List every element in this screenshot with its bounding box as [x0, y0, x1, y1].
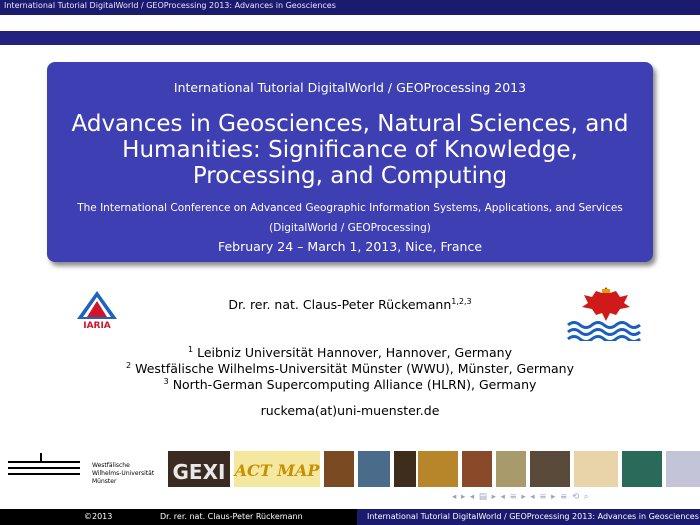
- title-line-2: Humanities: Significance of Knowledge,: [122, 137, 578, 163]
- affiliation-text: Leibniz Universität Hannover, Hannover, Germany: [197, 345, 512, 361]
- conference-date-place: February 24 – March 1, 2013, Nice, France: [217, 239, 483, 254]
- photo-thumb: [418, 451, 458, 487]
- photo-thumb: [394, 451, 416, 487]
- title-line-3: Processing, and Computing: [192, 163, 508, 189]
- gexi-logo-text: GEXI: [172, 460, 226, 484]
- photo-thumb: [666, 451, 700, 487]
- affiliation-2: [0, 361, 700, 376]
- iaria-logo-text: IARIA: [83, 321, 111, 331]
- affiliation-mark: 1: [188, 345, 194, 354]
- footer-bar: [0, 509, 700, 525]
- affiliation-3: [0, 377, 700, 392]
- affiliation-mark: 2: [126, 361, 132, 370]
- header-band: [0, 31, 700, 45]
- author-line: [0, 297, 700, 312]
- footer-title: International Tutorial DigitalWorld / GEOProcessing 2013: Advances in Geosciences: [367, 512, 699, 521]
- gexi-logo: [168, 451, 230, 487]
- title-line-1: Advances in Geosciences, Natural Sciences, and: [71, 111, 629, 137]
- affiliation-text: Westfälische Wilhelms-Universität Münster (WWU), Münster, Germany: [135, 361, 574, 377]
- footer-year: ©2013: [84, 512, 113, 521]
- affiliation-text: North-German Supercomputing Alliance (HLRN), Germany: [172, 377, 537, 393]
- presentation-title: [47, 111, 653, 189]
- header-bar: [0, 0, 700, 15]
- header-breadcrumb[interactable]: International Tutorial DigitalWorld / GEOProcessing 2013: Advances in Geosciences: [4, 1, 336, 10]
- wwu-logo: [4, 451, 164, 487]
- affiliation-1: [0, 345, 700, 360]
- footer-left: [0, 509, 350, 525]
- wwu-logo-line-3: Münster: [92, 478, 117, 485]
- title-block: [47, 62, 653, 262]
- subtitle-line-1: The International Conference on Advanced Geographic Information Systems, Applications, and Services: [77, 202, 623, 214]
- actmap-logo-text: ACT MAP: [234, 461, 320, 480]
- photo-thumb: [622, 451, 662, 487]
- photo-thumb: [358, 451, 390, 487]
- logo-strip: [0, 449, 700, 489]
- photo-thumb: [530, 451, 570, 487]
- photo-thumb: [462, 451, 492, 487]
- contact-email: ruckema(at)uni-muenster.de: [260, 403, 440, 418]
- conference-line: International Tutorial DigitalWorld / GEOProcessing 2013: [173, 80, 527, 95]
- footer-author: Dr. rer. nat. Claus-Peter Rückemann: [160, 512, 303, 521]
- wwu-logo-line-1: Westfälische: [92, 462, 130, 469]
- footer-right: [357, 509, 700, 525]
- nav-arrows-icon[interactable]: ◂ ▸ ◂ ▤ ▸ ◂ ≡ ▸ ◂ ≡ ▸ ≡ ⟲ ⌕: [452, 492, 590, 502]
- affiliation-mark: 3: [163, 377, 169, 386]
- actmap-logo: [233, 451, 321, 487]
- subtitle-line-2: (DigitalWorld / GEOProcessing): [269, 222, 431, 234]
- photo-thumb: [574, 451, 618, 487]
- author-name: Dr. rer. nat. Claus-Peter Rückemann: [228, 297, 452, 313]
- photo-thumb: [496, 451, 526, 487]
- wwu-logo-line-2: Wilhelms-Universität: [92, 470, 155, 477]
- author-affiliation-marks: 1,2,3: [451, 297, 472, 306]
- photo-thumb: [324, 451, 354, 487]
